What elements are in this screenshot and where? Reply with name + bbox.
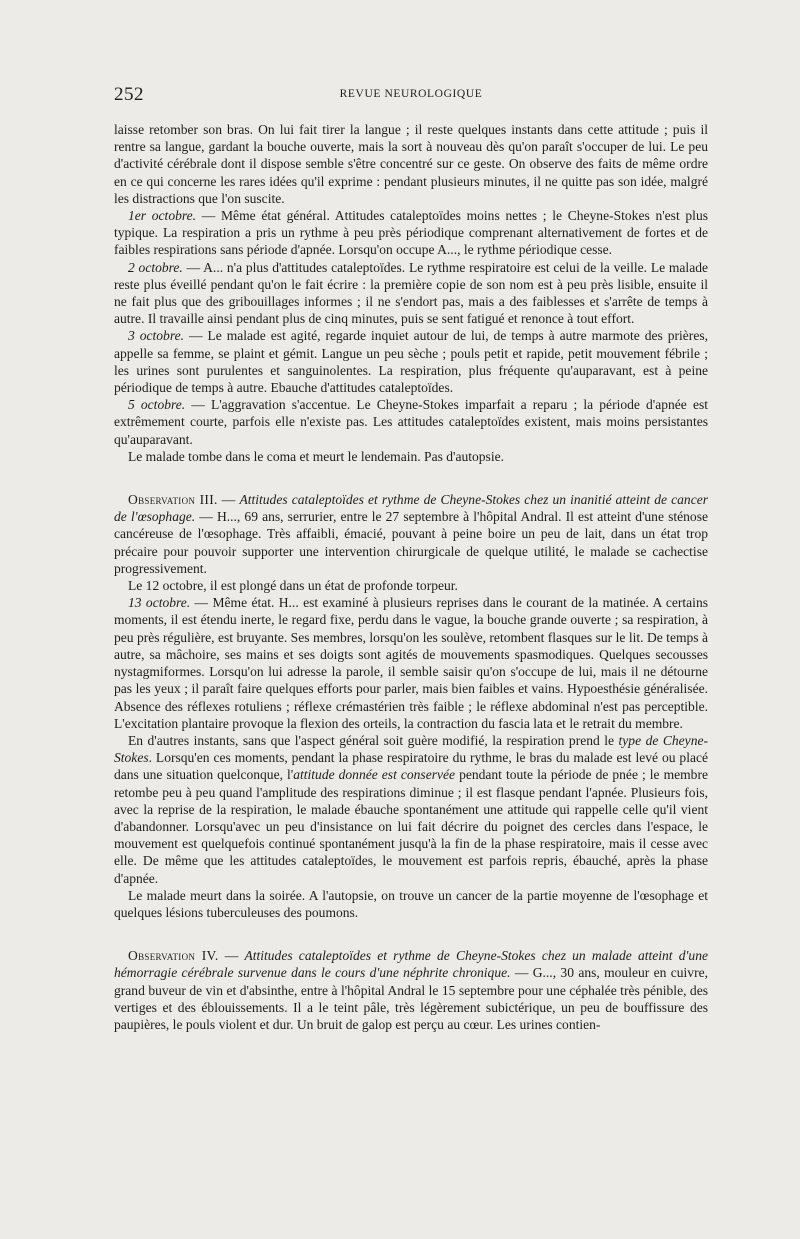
entry-oct-13 [114, 594, 708, 732]
body-text [114, 121, 708, 1033]
entry-date: 5 octobre. [128, 397, 186, 413]
observation-title: Attitudes cataleptoïdes et rythme de Cheyne-Stokes chez un inanitié atteint de cancer de l'œsophage. [114, 492, 708, 525]
entry-oct-2 [114, 259, 708, 328]
observation-title: Attitudes cataleptoïdes et rythme de Cheyne-Stokes chez un malade atteint d'une hémorragie cérébrale survenue dans le cours d'une néphrite chronique. [114, 948, 708, 981]
text-run: pendant toute la période de pnée ; le membre retombe peu à peu quand l'amplitude des respirations diminue ; il est flasque pendant l'apnée. Plusieurs fois, avec la reprise de la respiration, le malade ébauche spontanément une attitude qui rappelle celle qu'il vient d'abandonner. Lorsqu'avec un peu d'insistance on lui fait décrire du poignet des cercles dans l'espace, le mouvement est quelquefois continué spontanément jusqu'à la fin de la phase respiratoire, mais il cesse avec elle. De même que les attitudes cataleptoïdes, le mouvement est parfois repris, ébauché, après la phase d'apnée. [114, 767, 708, 886]
text-run: En d'autres instants, sans que l'aspect général soit guère modifié, la respiration prend le [128, 732, 619, 748]
page-header [114, 84, 708, 106]
paragraph-continuation: laisse retomber son bras. On lui fait tirer la langue ; il reste quelques instants dans cette attitude ; puis il rentre sa langue, gardant la bouche ouverte, mais la sort à nouveau dès qu'on paraît s'occuper de lui. Le peu d'activité cérébrale dont il dispose semble s'être concentré sur ce geste. On observe des faits de même ordre en ce qui concerne les rares idées qu'il exprime : pendant plusieurs minutes, il ne quitte pas son idée, malgré les distractions que l'on suscite. [114, 122, 708, 206]
entry-date: 1er octobre. [128, 208, 197, 224]
paragraph-other-instants [114, 732, 708, 887]
entry-text: — Même état général. Attitudes cataleptoïdes moins nettes ; le Cheyne-Stokes n'est plus typique. La respiration a pris un rythme à peu près périodique comprenant alternativement de fortes et de faibles respirations sans période d'apnée. Lorsqu'on occupe A..., le rythme périodique cesse. [114, 208, 708, 258]
entry-date: 2 octobre. [128, 259, 183, 275]
entry-text: — L'aggravation s'accentue. Le Cheyne-Stokes imparfait a reparu ; la période d'apnée est extrêmement courte, parfois elle n'existe pas. Les attitudes cataleptoïdes existent, mais moins persistantes qu'auparavant. [114, 397, 708, 447]
observation-text: — H..., 69 ans, serrurier, entre le 27 septembre à l'hôpital Andral. Il est atteint d'une sténose cancéreuse de l'œsophage. Très affaibli, émacié, pouvant à peine boire un peu de lait, dans un état trop précaire pour pouvoir supporter une intervention chirurgicale de quelque utilité, le malade se cachectise progressivement. [114, 509, 708, 576]
entry-text: — Même état. H... est examiné à plusieurs reprises dans le courant de la matinée. A certains moments, il est étendu inerte, le regard fixe, perdu dans le vague, la bouche grande ouverte ; sa respiration, à peu près régulière, est bruyante. Ses membres, lorsqu'on les soulève, retombent flasques sur le lit. De temps à autre, sa mâchoire, ses mains et ses doigts sont agités de mouvements spasmodiques. Quelques secousses nystagmiformes. Lorsqu'on lui adresse la parole, il semble saisir qu'on s'occupe de lui, mais il ne détourne pas les yeux ; il paraît faire quelques efforts pour parler, mais bien faibles et vains. Hypoesthésie généralisée. Absence des réflexes rotuliens ; réflexe crémastérien très faible ; le réflexe abdominal n'est pas perceptible. L'excitation plantaire provoque la flexion des orteils, la contraction du fascia lata et le retrait du membre. [114, 595, 708, 731]
entry-text: — Le malade est agité, regarde inquiet autour de lui, de temps à autre marmote des prières, appelle sa femme, se plaint et gémit. Langue un peu sèche ; pouls petit et rapide, petit mouvement fébrile ; les urines sont purulentes et sanguinolentes. La respiration, plus fréquente qu'auparavant, est à peine périodique de temps à autre. Ebauche d'attitudes cataleptoïdes. [114, 328, 708, 396]
entry-date: 13 octobre. [128, 595, 191, 611]
observation-4-intro: Observation IV. — Attitudes cataleptoïdes et rythme de Cheyne-Stokes chez un malade atteint d'une hémorragie cérébrale survenue dans le cours d'une néphrite chronique. — G..., 30 ans, mouleur en cuivre, grand buveur de vin et d'absinthe, entre à l'hôpital Andral le 15 septembre pour une céphalée très pénible, des vertiges et des éblouissements. Il a le teint pâle, très légèrement subictérique, un peu de bouffissure des paupières, le pouls violent et dur. Un bruit de galop est perçu au cœur. Les urines contien- [114, 948, 708, 1032]
observation-text: — G..., 30 ans, mouleur en cuivre, grand buveur de vin et d'absinthe, entre à l'hôpital Andral le 15 septembre pour une céphalée très pénible, des vertiges et des éblouissements. Il a le teint pâle, très légèrement subictérique, un peu de bouffissure des paupières, le pouls violent et dur. Un bruit de galop est perçu au cœur. Les urines contien- [114, 965, 708, 1032]
entry-oct-5 [114, 396, 708, 448]
entry-text: — A... n'a plus d'attitudes cataleptoïdes. Le rythme respiratoire est celui de la veille. Le malade reste plus éveillé pendant qu'on le fait écrire : la première copie de son nom est à peu près lisible, ensuite il ne fait plus que des gribouillages informes ; il ne s'endort pas, mais a des faiblesses et s'arrête de temps à autre. Il travaille ainsi pendant plus de cinq minutes, puis se sent fatigué et renonce à tout effort. [114, 259, 708, 327]
section-spacer [114, 921, 708, 947]
section-spacer [114, 465, 708, 491]
observation-label: Observation IV. [128, 948, 219, 964]
entry-date: 3 octobre. [128, 328, 184, 344]
emphasis-text: attitude donnée est conservée [293, 767, 456, 783]
running-head: REVUE NEUROLOGIQUE [339, 88, 483, 100]
observation-label: Observation III. [128, 492, 218, 508]
entry-oct-3 [114, 327, 708, 396]
page-number: 252 [114, 84, 144, 105]
text-run: . Lorsqu'en ces moments, pendant la phase respiratoire du rythme, le bras du malade est levé ou placé dans une situation quelconque, l' [114, 750, 708, 783]
observation-3-intro: Observation III. — Attitudes cataleptoïdes et rythme de Cheyne-Stokes chez un inanitié atteint de cancer de l'œsophage. — H..., 69 ans, serrurier, entre le 27 septembre à l'hôpital Andral. Il est atteint d'une sténose cancéreuse de l'œsophage. Très affaibli, émacié, pouvant à peine boire un peu de lait, dans un état trop précaire pour pouvoir supporter une intervention chirurgicale de quelque utilité, le malade se cachectise progressivement. [114, 492, 708, 576]
paragraph-death: Le malade tombe dans le coma et meurt le lendemain. Pas d'autopsie. [128, 448, 504, 464]
emphasis-text: type de Cheyne-Stokes [114, 732, 708, 766]
entry-oct-1 [114, 207, 708, 259]
paragraph-oct-12: Le 12 octobre, il est plongé dans un état de profonde torpeur. [128, 578, 458, 594]
paragraph-autopsy: Le malade meurt dans la soirée. A l'autopsie, on trouve un cancer de la partie moyenne de l'œsophage et quelques lésions tuberculeuses des poumons. [114, 887, 708, 920]
